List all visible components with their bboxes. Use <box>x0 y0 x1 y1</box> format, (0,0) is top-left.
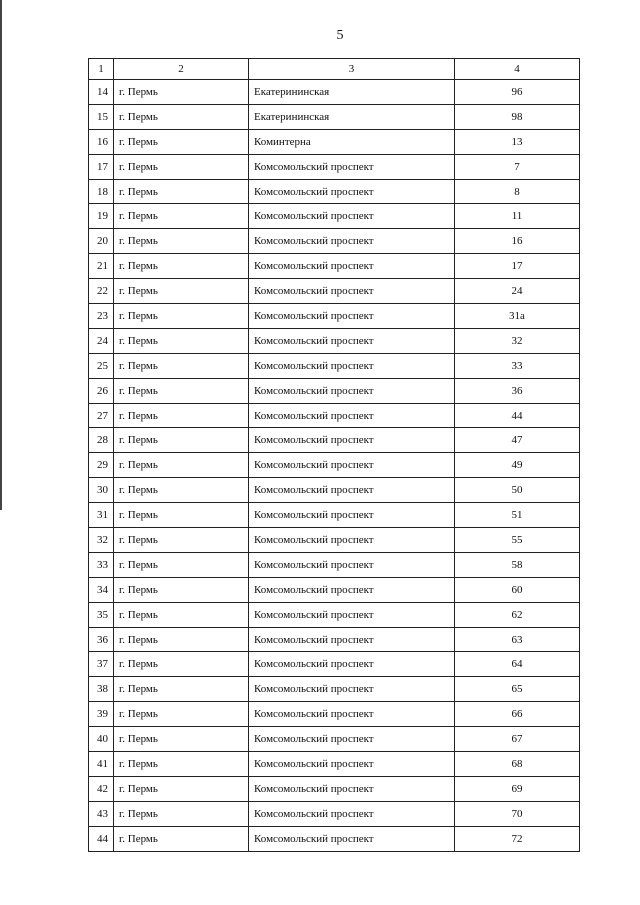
street-cell: Комсомольский проспект <box>249 776 455 801</box>
table-row <box>89 104 580 129</box>
table-row <box>89 752 580 777</box>
header-col-3: 3 <box>249 59 455 80</box>
city-cell: г. Пермь <box>114 254 249 279</box>
city-cell: г. Пермь <box>114 627 249 652</box>
house-number-cell: 64 <box>455 652 580 677</box>
street-cell: Комсомольский проспект <box>249 328 455 353</box>
city-cell: г. Пермь <box>114 328 249 353</box>
house-number-cell: 55 <box>455 528 580 553</box>
street-cell: Комсомольский проспект <box>249 801 455 826</box>
row-number: 38 <box>89 677 114 702</box>
table-row <box>89 528 580 553</box>
city-cell: г. Пермь <box>114 577 249 602</box>
row-number: 27 <box>89 403 114 428</box>
city-cell: г. Пермь <box>114 428 249 453</box>
row-number: 25 <box>89 353 114 378</box>
table-row <box>89 378 580 403</box>
city-cell: г. Пермь <box>114 403 249 428</box>
row-number: 30 <box>89 478 114 503</box>
row-number: 29 <box>89 453 114 478</box>
house-number-cell: 16 <box>455 229 580 254</box>
house-number-cell: 65 <box>455 677 580 702</box>
house-number-cell: 47 <box>455 428 580 453</box>
city-cell: г. Пермь <box>114 304 249 329</box>
row-number: 15 <box>89 104 114 129</box>
table-row <box>89 279 580 304</box>
table-header <box>89 59 580 80</box>
street-cell: Комсомольский проспект <box>249 353 455 378</box>
row-number: 26 <box>89 378 114 403</box>
city-cell: г. Пермь <box>114 353 249 378</box>
house-number-cell: 32 <box>455 328 580 353</box>
city-cell: г. Пермь <box>114 179 249 204</box>
row-number: 32 <box>89 528 114 553</box>
row-number: 16 <box>89 129 114 154</box>
street-cell: Комсомольский проспект <box>249 677 455 702</box>
city-cell: г. Пермь <box>114 229 249 254</box>
row-number: 34 <box>89 577 114 602</box>
house-number-cell: 17 <box>455 254 580 279</box>
table-row <box>89 577 580 602</box>
table-row <box>89 503 580 528</box>
house-number-cell: 96 <box>455 80 580 105</box>
row-number: 17 <box>89 154 114 179</box>
row-number: 35 <box>89 602 114 627</box>
street-cell: Комсомольский проспект <box>249 727 455 752</box>
house-number-cell: 49 <box>455 453 580 478</box>
header-row <box>89 59 580 80</box>
street-cell: Комсомольский проспект <box>249 279 455 304</box>
house-number-cell: 11 <box>455 204 580 229</box>
city-cell: г. Пермь <box>114 378 249 403</box>
table-row <box>89 179 580 204</box>
street-cell: Комсомольский проспект <box>249 627 455 652</box>
house-number-cell: 31а <box>455 304 580 329</box>
row-number: 42 <box>89 776 114 801</box>
street-cell: Комсомольский проспект <box>249 528 455 553</box>
street-cell: Комсомольский проспект <box>249 602 455 627</box>
row-number: 22 <box>89 279 114 304</box>
city-cell: г. Пермь <box>114 129 249 154</box>
city-cell: г. Пермь <box>114 702 249 727</box>
city-cell: г. Пермь <box>114 801 249 826</box>
row-number: 31 <box>89 503 114 528</box>
house-number-cell: 66 <box>455 702 580 727</box>
row-number: 33 <box>89 552 114 577</box>
city-cell: г. Пермь <box>114 677 249 702</box>
table-body <box>89 80 580 852</box>
scan-edge-line <box>0 0 2 510</box>
city-cell: г. Пермь <box>114 104 249 129</box>
house-number-cell: 44 <box>455 403 580 428</box>
city-cell: г. Пермь <box>114 552 249 577</box>
street-cell: Комсомольский проспект <box>249 403 455 428</box>
row-number: 28 <box>89 428 114 453</box>
city-cell: г. Пермь <box>114 503 249 528</box>
city-cell: г. Пермь <box>114 727 249 752</box>
table-row <box>89 154 580 179</box>
street-cell: Комсомольский проспект <box>249 503 455 528</box>
city-cell: г. Пермь <box>114 528 249 553</box>
table-row <box>89 727 580 752</box>
street-cell: Комсомольский проспект <box>249 254 455 279</box>
table-row <box>89 702 580 727</box>
table-row <box>89 80 580 105</box>
city-cell: г. Пермь <box>114 279 249 304</box>
street-cell: Комсомольский проспект <box>249 577 455 602</box>
house-number-cell: 8 <box>455 179 580 204</box>
street-cell: Екатерининская <box>249 80 455 105</box>
house-number-cell: 33 <box>455 353 580 378</box>
street-cell: Комсомольский проспект <box>249 453 455 478</box>
house-number-cell: 70 <box>455 801 580 826</box>
page-number: 5 <box>336 28 344 43</box>
row-number: 20 <box>89 229 114 254</box>
table-row <box>89 652 580 677</box>
row-number: 21 <box>89 254 114 279</box>
table-row <box>89 328 580 353</box>
table-row <box>89 801 580 826</box>
house-number-cell: 7 <box>455 154 580 179</box>
header-col-1: 1 <box>89 59 114 80</box>
house-number-cell: 24 <box>455 279 580 304</box>
street-cell: Комсомольский проспект <box>249 752 455 777</box>
city-cell: г. Пермь <box>114 652 249 677</box>
row-number: 40 <box>89 727 114 752</box>
row-number: 37 <box>89 652 114 677</box>
house-number-cell: 98 <box>455 104 580 129</box>
row-number: 41 <box>89 752 114 777</box>
street-cell: Комсомольский проспект <box>249 154 455 179</box>
table-row <box>89 304 580 329</box>
row-number: 44 <box>89 826 114 851</box>
city-cell: г. Пермь <box>114 453 249 478</box>
row-number: 23 <box>89 304 114 329</box>
row-number: 24 <box>89 328 114 353</box>
house-number-cell: 36 <box>455 378 580 403</box>
house-number-cell: 62 <box>455 602 580 627</box>
street-cell: Комсомольский проспект <box>249 204 455 229</box>
table-row <box>89 129 580 154</box>
street-cell: Комсомольский проспект <box>249 826 455 851</box>
house-number-cell: 13 <box>455 129 580 154</box>
city-cell: г. Пермь <box>114 154 249 179</box>
street-cell: Комсомольский проспект <box>249 428 455 453</box>
row-number: 39 <box>89 702 114 727</box>
header-col-4: 4 <box>455 59 580 80</box>
table-row <box>89 677 580 702</box>
city-cell: г. Пермь <box>114 602 249 627</box>
street-cell: Комсомольский проспект <box>249 552 455 577</box>
row-number: 43 <box>89 801 114 826</box>
table-row <box>89 602 580 627</box>
street-cell: Комсомольский проспект <box>249 652 455 677</box>
city-cell: г. Пермь <box>114 478 249 503</box>
table-row <box>89 552 580 577</box>
table-row <box>89 204 580 229</box>
table-row <box>89 254 580 279</box>
street-cell: Коминтерна <box>249 129 455 154</box>
table-row <box>89 776 580 801</box>
table-row <box>89 826 580 851</box>
house-number-cell: 60 <box>455 577 580 602</box>
table-row <box>89 627 580 652</box>
street-cell: Комсомольский проспект <box>249 304 455 329</box>
house-number-cell: 72 <box>455 826 580 851</box>
street-cell: Комсомольский проспект <box>249 702 455 727</box>
row-number: 18 <box>89 179 114 204</box>
house-number-cell: 58 <box>455 552 580 577</box>
city-cell: г. Пермь <box>114 776 249 801</box>
street-cell: Комсомольский проспект <box>249 229 455 254</box>
house-number-cell: 51 <box>455 503 580 528</box>
street-cell: Комсомольский проспект <box>249 179 455 204</box>
house-number-cell: 67 <box>455 727 580 752</box>
city-cell: г. Пермь <box>114 826 249 851</box>
street-cell: Екатерининская <box>249 104 455 129</box>
house-number-cell: 69 <box>455 776 580 801</box>
table-row <box>89 353 580 378</box>
house-number-cell: 63 <box>455 627 580 652</box>
table-row <box>89 453 580 478</box>
city-cell: г. Пермь <box>114 80 249 105</box>
house-number-cell: 68 <box>455 752 580 777</box>
address-table <box>88 58 580 852</box>
city-cell: г. Пермь <box>114 204 249 229</box>
table-row <box>89 229 580 254</box>
header-col-2: 2 <box>114 59 249 80</box>
table-row <box>89 428 580 453</box>
row-number: 36 <box>89 627 114 652</box>
house-number-cell: 50 <box>455 478 580 503</box>
table-row <box>89 478 580 503</box>
street-cell: Комсомольский проспект <box>249 378 455 403</box>
row-number: 14 <box>89 80 114 105</box>
street-cell: Комсомольский проспект <box>249 478 455 503</box>
city-cell: г. Пермь <box>114 752 249 777</box>
row-number: 19 <box>89 204 114 229</box>
table-row <box>89 403 580 428</box>
